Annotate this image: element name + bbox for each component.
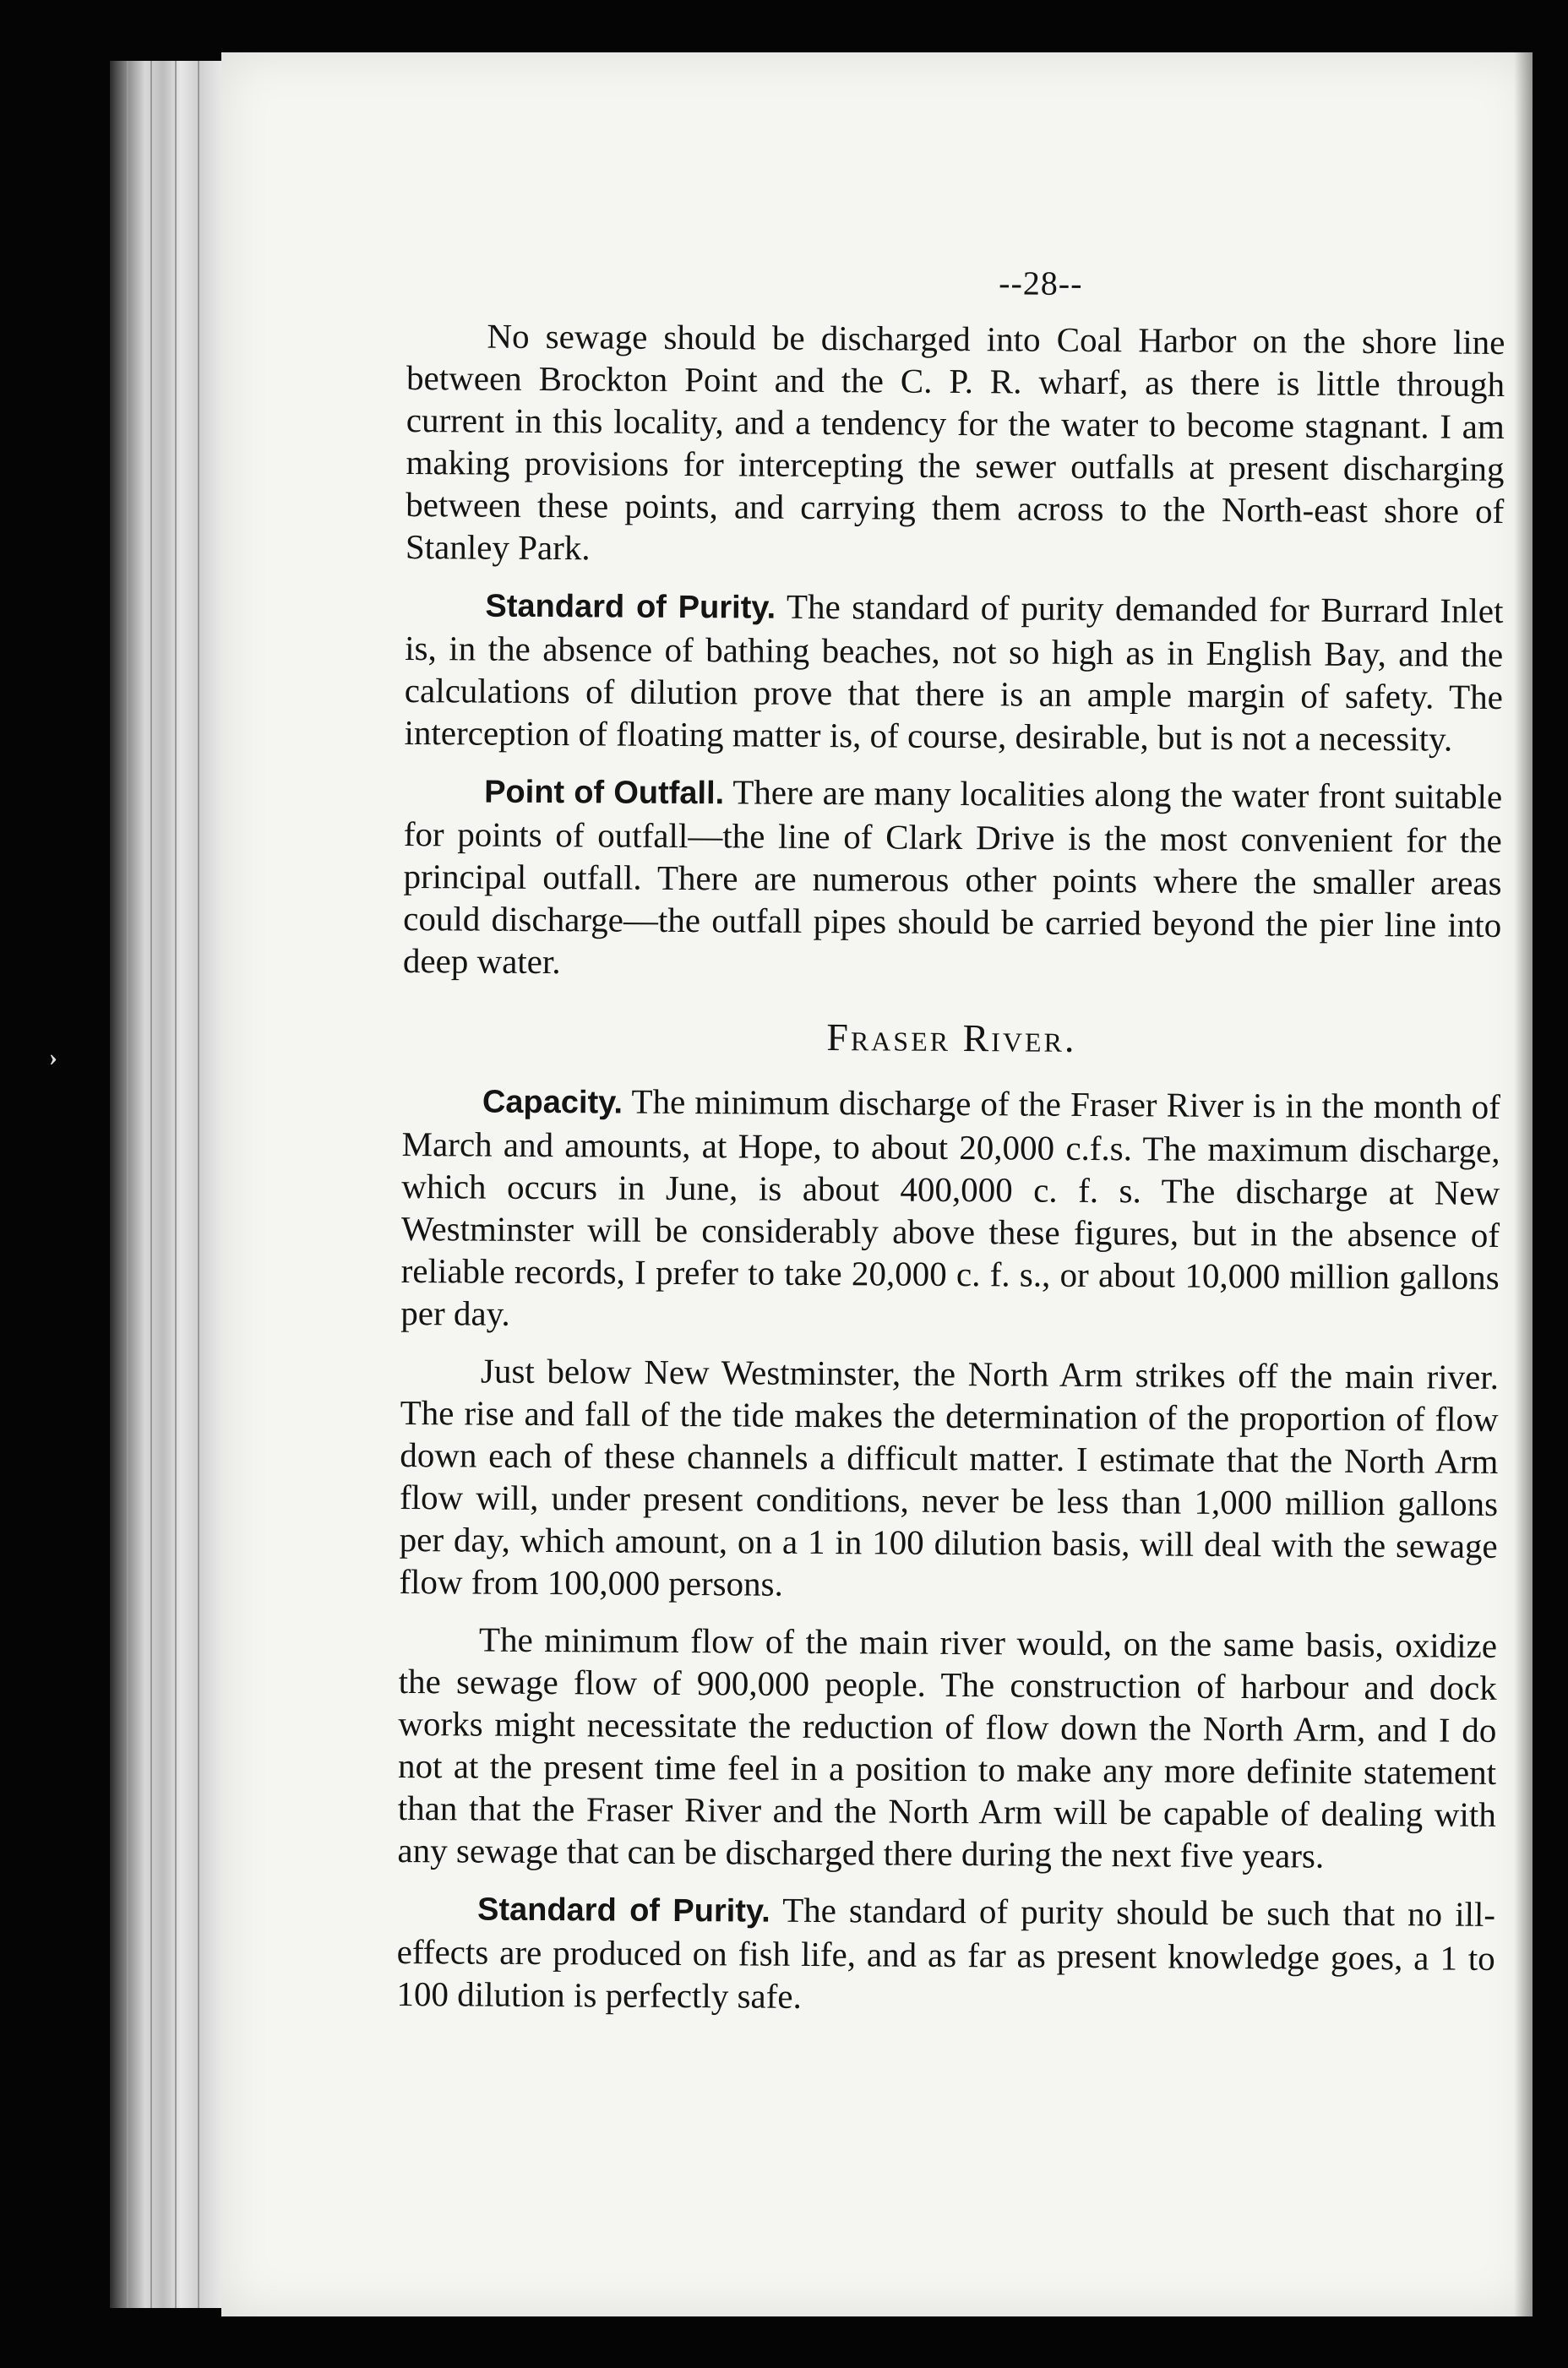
paragraph xyxy=(397,1618,1497,1878)
paragraph-heading: Capacity. xyxy=(482,1084,623,1121)
paragraph-text: There are many localities along the water front suitable for points of outfall—the line of Clark Drive is the most convenient for the principal outfall. There are numerous other points where the smaller areas could discharge—the outfall pipes should be carried beyond the pier line into deep water. xyxy=(402,772,1503,982)
paragraph-heading: Standard of Purity. xyxy=(485,588,776,626)
page-content xyxy=(396,259,1505,2037)
document-page xyxy=(221,52,1533,2316)
page-number: --28-- xyxy=(999,264,1083,302)
paragraph-text: The standard of purity should be such that no ill-effects are produced on fish life, and as far as present knowledge goes, a 1 to 100 dilution is perfectly safe. xyxy=(396,1890,1496,2016)
paragraph-text: The minimum flow of the main river would, on the same basis, oxidize the sewage flow of 900,000 people. The construction of harbour and dock works might necessitate the reduction of flow down the North Arm, and I do not at the present time feel in a position to make any more definite statement than that the Fraser River and the North Arm will be capable of dealing with any sewage that can be discharged there during the next five years. xyxy=(397,1619,1498,1875)
paragraph-text: The standard of purity demanded for Burrard Inlet is, in the absence of bathing beaches, not so high as in English Bay, and the calculations of dilution prove that there is an ample margin of safety. The interception of floating matter is, of course, desirable, but is not a necessity. xyxy=(404,586,1504,759)
paragraph-text: The minimum discharge of the Fraser River is in the month of March and amounts, at Hope, to about 20,000 c.f.s. The maximum discharge, which occurs in June, is about 400,000 c. f. s. The discharge at New Westminster will be considerably above these figures, but in the absence of reliable records, I prefer to take 20,000 c. f. s., or about 10,000 million gallons per day. xyxy=(400,1081,1501,1333)
book-page-edges xyxy=(110,61,228,2308)
paragraph-text: Just below New Westminster, the North Arm strikes off the main river. The rise and fall of the tide makes the determination of the proportion of flow down each of these channels a difficult matter. I estimate that the North Arm flow will, under present conditions, never be less than 1,000 million gallons per day, which amount, on a 1 in 100 dilution basis, will deal with the sewage flow from 100,000 persons. xyxy=(399,1351,1500,1603)
page-shadow xyxy=(1514,52,1533,2316)
page-edge-line xyxy=(175,61,177,2308)
margin-mark: › xyxy=(49,1043,57,1071)
paragraph xyxy=(406,314,1505,574)
paragraph-heading: Point of Outfall. xyxy=(484,774,725,812)
paragraph xyxy=(404,583,1503,760)
paragraph-heading: Standard of Purity. xyxy=(476,1892,770,1930)
paragraph xyxy=(399,1349,1499,1609)
paragraph xyxy=(400,1079,1500,1341)
paragraph-text: No sewage should be discharged into Coal Harbor on the shore line between Brockton Point and the C. P. R. wharf, as there is little through current in this locality, and a tendency for the water to become stagnant. I am making provisions for intercepting the sewer outfalls at present discharging between these points, and carrying them across to the North-east shore of Stanley Park. xyxy=(405,316,1505,568)
paragraph xyxy=(403,769,1503,988)
section-title: Fraser River. xyxy=(826,1015,1077,1060)
page-edge-line xyxy=(150,61,152,2308)
paragraph xyxy=(396,1886,1495,2022)
page-edge-line xyxy=(198,61,199,2308)
page-edge-line xyxy=(127,61,128,2308)
